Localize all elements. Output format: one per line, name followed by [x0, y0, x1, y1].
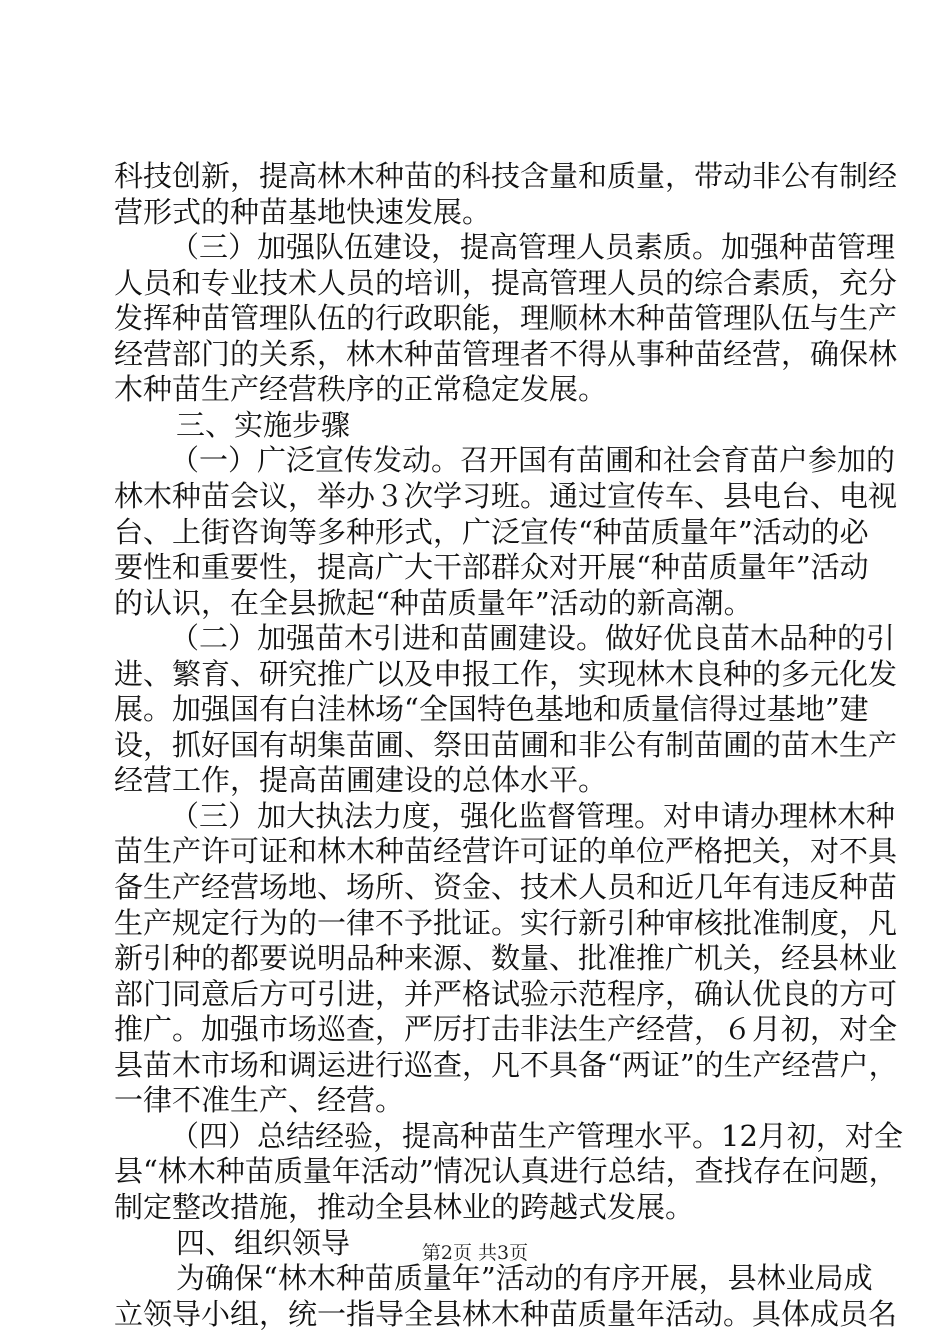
page-footer — [0, 1241, 950, 1265]
text-line: （三）加强队伍建设，提高管理人员素质。加强种苗管理 — [170, 230, 896, 265]
text-line: 展。加强国有白洼林场“全国特色基地和质量信得过基地”建 — [114, 692, 869, 727]
text-line: 经营部门的关系，林木种苗管理者不得从事种苗经营，确保林 — [114, 336, 898, 371]
text-line: 科技创新，提高林木种苗的科技含量和质量，带动非公有制经 — [114, 159, 898, 193]
text-line: 木种苗生产经营秩序的正常稳定发展。 — [114, 372, 608, 407]
text-line: 的认识，在全县掀起“种苗质量年”活动的新高潮。 — [114, 585, 753, 620]
page-number-label: 第2页 共3页 — [421, 1242, 529, 1264]
text-line: 推广。加强市场巡查，严厉打击非法生产经营，６月初，对全 — [114, 1012, 898, 1047]
text-line: 进、繁育、研究推广以及申报工作，实现林木良种的多元化发 — [114, 656, 898, 691]
text-line: 林木种苗会议，举办３次学习班。通过宣传车、县电台、电视 — [114, 478, 898, 513]
section-heading: 四、组织领导 — [176, 1225, 351, 1260]
text-line: （一）广泛宣传发动。召开国有苗圃和社会育苗户参加的 — [170, 443, 896, 478]
text-line: 为确保“林木种苗质量年”活动的有序开展，县林业局成 — [176, 1261, 873, 1296]
text-line: 台、上街咨询等多种形式，广泛宣传“种苗质量年”活动的必 — [114, 514, 869, 549]
text-line: 生产规定行为的一律不予批证。实行新引种审核批准制度，凡 — [114, 905, 898, 940]
text-line: （三）加大执法力度，强化监督管理。对申请办理林木种 — [170, 798, 896, 833]
text-line: 要性和重要性，提高广大干部群众对开展“种苗质量年”活动 — [114, 550, 869, 585]
text-line: 新引种的都要说明品种来源、数量、批准推广机关，经县林业 — [114, 941, 898, 976]
text-line: 县苗木市场和调运进行巡查，凡不具备“两证”的生产经营户， — [114, 1047, 898, 1082]
text-line: 经营工作，提高苗圃建设的总体水平。 — [114, 763, 608, 798]
text-line: 营形式的种苗基地快速发展。 — [114, 194, 492, 229]
text-line: 苗生产许可证和林木种苗经营许可证的单位严格把关，对不具 — [114, 834, 898, 869]
text-line: 发挥种苗管理队伍的行政职能，理顺林木种苗管理队伍与生产 — [114, 301, 898, 336]
text-line: 设，抓好国有胡集苗圃、祭田苗圃和非公有制苗圃的苗木生产 — [114, 727, 898, 762]
text-line: 人员和专业技术人员的培训，提高管理人员的综合素质，充分 — [114, 265, 898, 300]
text-line: 备生产经营场地、场所、资金、技术人员和近几年有违反种苗 — [114, 870, 898, 904]
text-line: 部门同意后方可引进，并严格试验示范程序，确认优良的方可 — [114, 976, 898, 1011]
text-line: （二）加强苗木引进和苗圃建设。做好优良苗木品种的引 — [170, 621, 896, 656]
text-line: 一律不准生产、经营。 — [114, 1083, 405, 1118]
text-line: （四）总结经验，提高种苗生产管理水平。12月初，对全 — [170, 1118, 903, 1153]
section-heading: 三、实施步骤 — [176, 407, 351, 442]
text-line: 制定整改措施，推动全县林业的跨越式发展。 — [114, 1189, 695, 1224]
text-line: 县“林木种苗质量年活动”情况认真进行总结，查找存在问题， — [114, 1154, 898, 1189]
text-line: 立领导小组，统一指导全县林木种苗质量年活动。具体成员名 — [114, 1296, 898, 1331]
